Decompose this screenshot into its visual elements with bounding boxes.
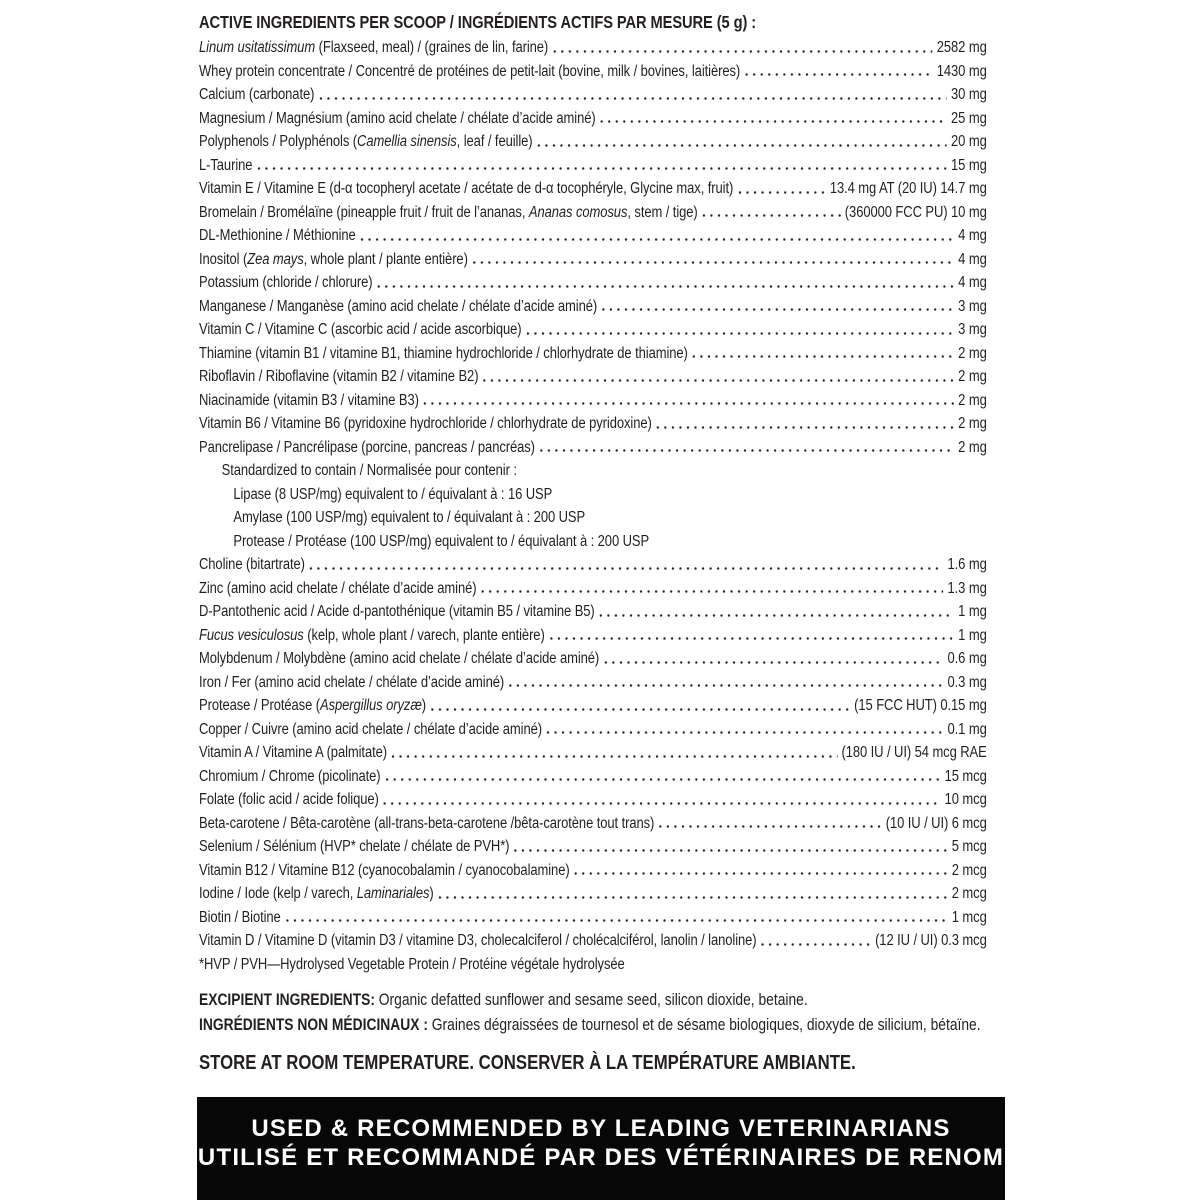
ingredient-amount: 4 mg xyxy=(958,250,987,268)
dot-leader xyxy=(743,60,933,84)
dot-leader xyxy=(654,412,954,436)
dot-leader xyxy=(535,130,947,154)
ingredient-amount: 2 mg xyxy=(958,415,987,432)
dot-leader xyxy=(736,177,826,201)
ingredient-label: Selenium / Sélénium (HVP* chelate / chélate de PVH*) xyxy=(199,838,510,855)
ingredient-label: Vitamin C / Vitamine C (ascorbic acid / acide ascorbique) xyxy=(199,321,522,338)
ingredient-amount: (12 IU / UI) 0.3 mcg xyxy=(875,932,987,949)
veterinarian-banner xyxy=(197,1097,1005,1200)
dot-leader xyxy=(436,882,947,906)
dot-leader xyxy=(524,318,954,342)
ingredient-amount: 4 mg xyxy=(958,274,987,291)
ingredient-amount: 3 mg xyxy=(958,321,987,338)
ingredient-label: Linum usitatissimum (Flaxseed, meal) / (graines de lin, farine) xyxy=(199,39,549,56)
ingredient-amount: 15 mg xyxy=(951,156,987,174)
ingredient-row xyxy=(199,83,987,107)
ingredient-row xyxy=(199,600,987,624)
ingredient-row xyxy=(199,624,987,648)
excipient-label-fr: INGRÉDIENTS NON MÉDICINAUX : xyxy=(199,1016,428,1034)
ingredient-row xyxy=(199,929,987,953)
dot-leader xyxy=(602,647,944,671)
ingredient-row xyxy=(199,224,987,248)
ingredient-label: Inositol (Zea mays, whole plant / plante entière) xyxy=(199,250,468,268)
ingredient-row xyxy=(199,530,987,554)
ingredient-amount: 1 mcg xyxy=(951,908,987,926)
ingredient-label: Amylase (100 USP/mg) equivalent to / équivalant à : 200 USP xyxy=(233,509,586,526)
ingredient-row xyxy=(199,342,987,366)
ingredient-label: Chromium / Chrome (picolinate) xyxy=(199,767,381,785)
ingredient-label: Thiamine (vitamin B1 / vitamine B1, thiamine hydrochloride / chlorhydrate de thiamine) xyxy=(199,344,688,362)
ingredient-label: Fucus vesiculosus (kelp, whole plant / varech, plante entière) xyxy=(199,626,545,644)
ingredient-amount: 3 mg xyxy=(958,297,987,315)
dot-leader xyxy=(597,600,954,624)
ingredient-row xyxy=(199,718,987,742)
ingredient-amount: 15 mcg xyxy=(944,767,987,785)
ingredient-row xyxy=(199,412,987,436)
ingredient-label: D-Pantothenic acid / Acide d-pantothénique (vitamin B5 / vitamine B5) xyxy=(199,603,595,620)
active-ingredients-heading: ACTIVE INGREDIENTS PER SCOOP / INGRÉDIENTS ACTIFS PAR MESURE (5 g) : xyxy=(199,12,757,32)
ingredient-amount: 1 mg xyxy=(958,603,987,620)
excipient-label-en: EXCIPIENT INGREDIENTS: xyxy=(199,991,375,1009)
ingredient-label: Whey protein concentrate / Concentré de protéines de petit-lait (bovine, milk / bovines, laitières) xyxy=(199,62,741,80)
ingredient-row xyxy=(199,271,987,295)
ingredient-label: Biotin / Biotine xyxy=(199,908,281,926)
ingredient-label: Molybdenum / Molybdène (amino acid chelate / chélate d’acide aminé) xyxy=(199,650,600,667)
ingredient-amount: (10 IU / UI) 6 mcg xyxy=(885,814,987,832)
ingredient-amount: (360000 FCC PU) 10 mg xyxy=(844,203,987,221)
ingredient-label: Riboflavin / Riboflavine (vitamin B2 / vitamine B2) xyxy=(199,368,479,385)
dot-leader xyxy=(255,154,947,178)
dot-leader xyxy=(375,271,954,295)
ingredient-row xyxy=(199,882,987,906)
dot-leader xyxy=(547,624,954,648)
excipient-text-en: Organic defatted sunflower and sesame seed, silicon dioxide, betaine. xyxy=(374,991,808,1009)
ingredient-row xyxy=(199,577,987,601)
ingredient-label: Bromelain / Bromélaïne (pineapple fruit / fruit de l’ananas, Ananas comosus, stem / tige) xyxy=(199,203,698,221)
storage-instructions: STORE AT ROOM TEMPERATURE. CONSERVER À LA TEMPÉRATURE AMBIANTE. xyxy=(199,1052,856,1074)
ingredient-row xyxy=(199,859,987,883)
ingredient-row xyxy=(199,906,987,930)
ingredient-label: Calcium (carbonate) xyxy=(199,86,315,103)
dot-leader xyxy=(657,812,882,836)
ingredient-label: Polyphenols / Polyphénols (Camellia sinensis, leaf / feuille) xyxy=(199,133,533,150)
banner-line-fr: UTILISÉ ET RECOMMANDÉ PAR DES VÉTÉRINAIRES DE RENOM xyxy=(197,1144,1005,1171)
dot-leader xyxy=(600,295,954,319)
excipient-line-fr xyxy=(199,1013,987,1038)
dot-leader xyxy=(598,107,947,131)
ingredient-rows xyxy=(199,36,987,976)
ingredient-label: Copper / Cuivre (amino acid chelate / chélate d’acide aminé) xyxy=(199,720,542,738)
ingredient-label: Zinc (amino acid chelate / chélate d’acide aminé) xyxy=(199,579,477,597)
ingredient-amount: 2 mg xyxy=(958,344,987,362)
ingredient-label: DL-Methionine / Méthionine xyxy=(199,227,356,244)
ingredient-row xyxy=(199,788,987,812)
ingredient-row xyxy=(199,553,987,577)
dot-leader xyxy=(551,36,933,60)
dot-leader xyxy=(690,342,954,366)
ingredient-amount: 5 mcg xyxy=(951,838,987,855)
ingredient-amount: 25 mg xyxy=(951,109,987,127)
dot-leader xyxy=(383,765,940,789)
ingredient-label: Vitamin D / Vitamine D (vitamin D3 / vitamine D3, cholecalciferol / cholécalciférol, lanolin / lanoline) xyxy=(199,932,757,949)
ingredient-row xyxy=(199,177,987,201)
ingredient-label: Niacinamide (vitamin B3 / vitamine B3) xyxy=(199,391,419,409)
excipient-line-en xyxy=(199,988,987,1013)
ingredient-row xyxy=(199,295,987,319)
ingredient-row xyxy=(199,647,987,671)
ingredient-row xyxy=(199,483,987,507)
dot-leader xyxy=(307,553,943,577)
ingredient-amount: 13.4 mg AT (20 IU) 14.7 mg xyxy=(829,180,987,197)
dot-leader xyxy=(381,788,940,812)
ingredient-amount: 4 mg xyxy=(958,227,987,244)
ingredient-amount: 2 mg xyxy=(958,438,987,456)
dot-leader xyxy=(700,201,840,225)
dot-leader xyxy=(421,389,954,413)
ingredient-row xyxy=(199,154,987,178)
ingredient-label: Protease / Protéase (Aspergillus oryzæ) xyxy=(199,697,427,714)
ingredient-label: Protease / Protéase (100 USP/mg) equivalent to / équivalant à : 200 USP xyxy=(233,532,650,550)
ingredient-amount: 2 mg xyxy=(958,368,987,385)
dot-leader xyxy=(572,859,947,883)
ingredient-amount: 20 mg xyxy=(951,133,987,150)
ingredient-amount: 30 mg xyxy=(951,86,987,103)
ingredient-row xyxy=(199,671,987,695)
ingredient-row xyxy=(199,506,987,530)
ingredient-amount: 1430 mg xyxy=(936,62,987,80)
ingredient-row xyxy=(199,130,987,154)
ingredient-row xyxy=(199,36,987,60)
ingredient-label: Vitamin B6 / Vitamine B6 (pyridoxine hydrochloride / chlorhydrate de pyridoxine) xyxy=(199,415,652,432)
ingredient-label: Beta-carotene / Bêta-carotène (all-trans-beta-carotene /bêta-carotène tout trans) xyxy=(199,814,655,832)
dot-leader xyxy=(759,929,871,953)
dot-leader xyxy=(512,835,948,859)
dot-leader xyxy=(283,906,947,930)
excipient-text-fr: Graines dégraissées de tournesol et de sésame biologiques, dioxyde de silicium, bétaïne. xyxy=(427,1016,981,1034)
ingredient-label: Choline (bitartrate) xyxy=(199,556,305,573)
dot-leader xyxy=(507,671,944,695)
ingredient-label: *HVP / PVH—Hydrolysed Vegetable Protein / Protéine végétale hydrolysée xyxy=(199,955,625,973)
ingredient-label: Pancrelipase / Pancrélipase (porcine, pancreas / pancréas) xyxy=(199,438,535,456)
ingredient-row xyxy=(199,953,987,977)
ingredient-amount: 0.1 mg xyxy=(947,720,987,738)
ingredient-label: Vitamin B12 / Vitamine B12 (cyanocobalamin / cyanocobalamine) xyxy=(199,861,570,879)
ingredient-row xyxy=(199,835,987,859)
banner-line-en: USED & RECOMMENDED BY LEADING VETERINARIANS xyxy=(251,1115,951,1142)
ingredient-amount: 1.3 mg xyxy=(947,579,987,597)
ingredient-label: Vitamin E / Vitamine E (d-α tocopheryl acetate / acétate de d-α tocophéryle, Glycine max, fruit) xyxy=(199,180,734,197)
dot-leader xyxy=(358,224,954,248)
ingredient-label: Lipase (8 USP/mg) equivalent to / équivalant à : 16 USP xyxy=(233,485,553,503)
ingredient-row xyxy=(199,248,987,272)
ingredient-label: Potassium (chloride / chlorure) xyxy=(199,274,373,291)
ingredient-row xyxy=(199,318,987,342)
ingredient-row xyxy=(199,60,987,84)
ingredient-label: Iron / Fer (amino acid chelate / chélate d’acide aminé) xyxy=(199,673,505,691)
dot-leader xyxy=(479,577,943,601)
ingredient-amount: 10 mcg xyxy=(944,791,987,808)
dot-leader xyxy=(429,694,850,718)
ingredient-row xyxy=(199,365,987,389)
ingredient-amount: (180 IU / UI) 54 mcg RAE xyxy=(841,744,987,761)
excipient-section xyxy=(199,988,987,1038)
dot-leader xyxy=(470,248,954,272)
ingredient-row xyxy=(199,459,987,483)
dot-leader xyxy=(537,436,954,460)
ingredient-amount: 0.3 mg xyxy=(947,673,987,691)
ingredient-label: Magnesium / Magnésium (amino acid chelate / chélate d’acide aminé) xyxy=(199,109,596,127)
ingredient-label: Manganese / Manganèse (amino acid chelate / chélate d’acide aminé) xyxy=(199,297,598,315)
dot-leader xyxy=(390,741,838,765)
ingredient-label: L-Taurine xyxy=(199,156,253,174)
ingredient-label: Iodine / Iode (kelp / varech, Laminariales) xyxy=(199,885,434,902)
ingredient-label: Folate (folic acid / acide folique) xyxy=(199,791,379,808)
ingredient-row xyxy=(199,812,987,836)
ingredient-amount: 0.6 mg xyxy=(947,650,987,667)
ingredient-amount: 2 mg xyxy=(958,391,987,409)
dot-leader xyxy=(317,83,947,107)
ingredient-amount: 2 mcg xyxy=(951,861,987,879)
ingredient-amount: 2582 mg xyxy=(936,39,987,56)
ingredient-row xyxy=(199,201,987,225)
ingredient-amount: 1 mg xyxy=(958,626,987,644)
ingredient-amount: 2 mcg xyxy=(951,885,987,902)
ingredient-row xyxy=(199,741,987,765)
ingredient-amount: 1.6 mg xyxy=(947,556,987,573)
ingredient-row xyxy=(199,694,987,718)
dot-leader xyxy=(544,718,943,742)
ingredient-label: Standardized to contain / Normalisée pour contenir : xyxy=(221,462,517,479)
ingredient-amount: (15 FCC HUT) 0.15 mg xyxy=(854,697,987,714)
ingredient-row xyxy=(199,389,987,413)
dot-leader xyxy=(481,365,954,389)
ingredient-row xyxy=(199,765,987,789)
ingredient-label: Vitamin A / Vitamine A (palmitate) xyxy=(199,744,388,761)
ingredient-row xyxy=(199,107,987,131)
ingredient-row xyxy=(199,436,987,460)
